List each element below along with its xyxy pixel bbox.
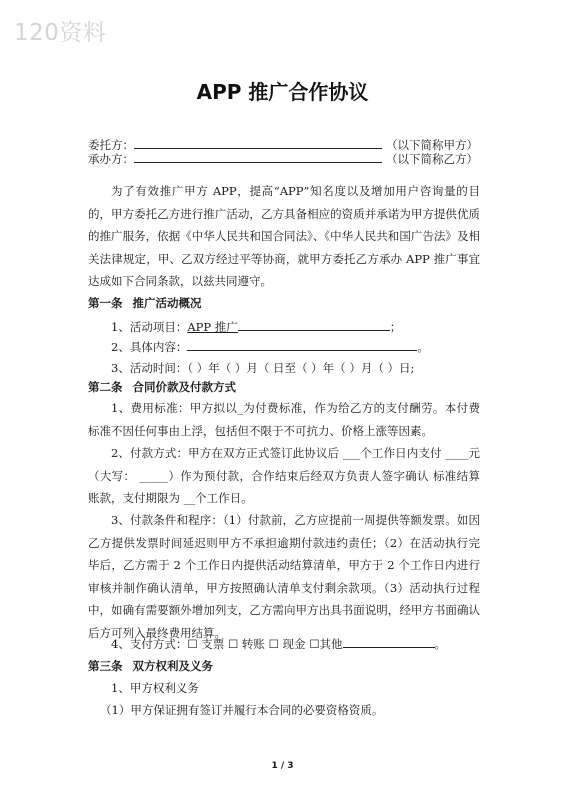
project-end: ； <box>389 320 402 334</box>
article3-title: 双方权利及义务 <box>132 659 213 673</box>
method-blank <box>343 636 435 648</box>
article3-sub1: 1、甲方权利义务 <box>111 681 199 695</box>
article1-heading <box>88 295 480 311</box>
client-label: 委托方： <box>88 138 134 152</box>
article2-heading <box>88 379 480 395</box>
intro-paragraph: 为了有效推广甲方 APP，提高“APP”知名度以及增加用户咨询量的目的，甲方委托乙方进行推广活动，乙方具备相应的资质并承诺为甲方提供优质的推广服务，依据《中华人民共和国合同法》、《中华人民共和国广告法》及相关法律规定，甲、乙双方经过平等协商，就甲方委托乙方承办 APP 推广事宜达成如下合同条款，以兹共同遵守。 <box>88 184 480 289</box>
method-options: ☐ 支票 ☐ 转账 ☐ 现金 ☐其他 <box>187 637 343 651</box>
client-blank <box>134 137 382 149</box>
article1-time: 3、活动时间：（ ）年（ ）月（ 日至（ ）年（ ）月（ ）日; <box>111 361 415 375</box>
article2-fee: 1、费用标准：甲方拟以_为付费标准，作为给乙方的支付酬劳。本付费标准不因任何事由上浮，包括但不限于不可抗力、价格上涨等因素。 <box>88 401 480 438</box>
article2-method <box>111 636 480 652</box>
contractor-note: （以下简称乙方） <box>386 152 478 166</box>
article3-num: 第三条 <box>88 659 123 673</box>
watermark: 120资料 <box>14 20 107 46</box>
project-label: 1、活动项目： <box>111 320 188 334</box>
project-value: APP 推广 <box>187 320 238 334</box>
document-title: APP 推广合作协议 <box>196 80 369 104</box>
article3-sub1-1: （1）甲方保证拥有签订并履行本合同的必要资格资质。 <box>100 703 384 717</box>
method-end: 。 <box>434 637 446 651</box>
article1-title: 推广活动概况 <box>132 296 202 310</box>
client-note: （以下简称甲方） <box>386 138 478 152</box>
page-number: 1 / 3 <box>271 761 294 771</box>
method-label: 4、支付方式： <box>111 637 188 651</box>
project-blank <box>238 319 390 331</box>
article2-conditions: 3、付款条件和程序：（1）付款前，乙方应提前一周提供等额发票。如因乙方提供发票时间延迟则甲方不承担逾期付款违约责任；（2）在活动执行完毕后，乙方需于 2 个工作日内提供活动结算清单，甲方于 2 个工作日内进行审核并制作确认清单，甲方按照确认清单支付剩余款项。（3）活动执行过程中，如确有需要额外增加列支，乙方需向甲方出具书面说明，经甲方书面确认后方可列入最终费用结算。 <box>88 513 480 640</box>
contractor-label: 承办方： <box>88 152 134 166</box>
contractor-line <box>88 151 480 167</box>
contractor-blank <box>134 151 382 163</box>
article1-num: 第一条 <box>88 296 123 310</box>
article2-title: 合同价款及付款方式 <box>132 380 236 394</box>
content-end: 。 <box>417 340 429 354</box>
article2-payment: 2、付款方式：甲方在双方正式签订此协议后 ___个工作日内支付 ____元（大写： _____）作为预付款，合作结束后经双方负责人签字确认 标准结算账款，支付期限为 __个工作日。 <box>88 446 480 506</box>
content-label: 2、具体内容： <box>111 340 188 354</box>
article1-project <box>111 319 480 335</box>
content-blank <box>187 339 417 351</box>
article1-content <box>111 339 480 355</box>
article3-heading <box>88 658 480 674</box>
article2-num: 第二条 <box>88 380 123 394</box>
